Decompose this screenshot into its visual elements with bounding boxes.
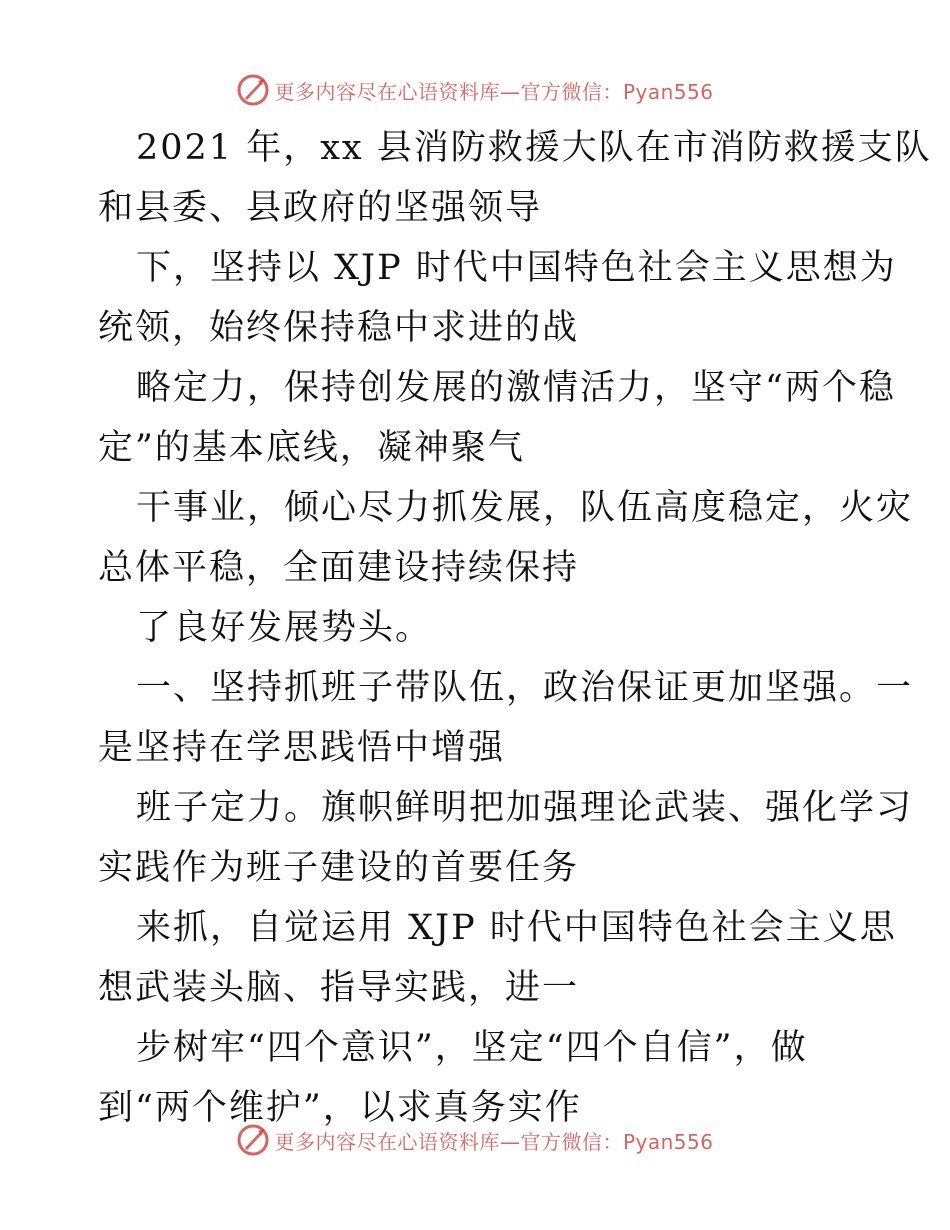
document-body <box>98 118 932 1138</box>
header-watermark <box>0 68 950 112</box>
paragraph-line: 2021 年，xx 县消防救援大队在市消防救援支队 <box>136 128 932 168</box>
paragraph-line: 班子定力。旗帜鲜明把加强理论武装、强化学习 <box>136 788 914 828</box>
paragraph-line: 想武装头脑、指导实践，进一 <box>98 968 580 1008</box>
paragraph-line: 是坚持在学思践悟中增强 <box>98 728 506 768</box>
footer-watermark <box>0 1118 950 1162</box>
paragraph-line: 和县委、县政府的坚强领导 <box>98 188 543 228</box>
paragraph-line: 下，坚持以 XJP 时代中国特色社会主义思想为 <box>136 248 897 288</box>
paragraph-line: 步树牢“四个意识”，坚定“四个自信”，做 <box>136 1028 808 1068</box>
watermark-text: 更多内容尽在心语资料库—官方微信：Pyan556 <box>274 79 714 104</box>
paragraph-line: 略定力，保持创发展的激情活力，坚守“两个稳 <box>136 368 896 408</box>
watermark-text: 更多内容尽在心语资料库—官方微信：Pyan556 <box>274 1129 714 1154</box>
paragraph-line: 了良好发展势头。 <box>136 608 433 648</box>
paragraph-line: 实践作为班子建设的首要任务 <box>98 848 580 888</box>
paragraph-line: 到“两个维护”，以求真务实作 <box>98 1088 582 1128</box>
paragraph-line: 来抓，自觉运用 XJP 时代中国特色社会主义思 <box>136 908 897 948</box>
quill-logo-icon <box>236 73 270 107</box>
paragraph-line: 干事业，倾心尽力抓发展，队伍高度稳定，火灾 <box>136 488 914 528</box>
paragraph-line: 定”的基本底线，凝神聚气 <box>98 428 525 468</box>
paragraph-line: 统领，始终保持稳中求进的战 <box>98 308 580 348</box>
paragraph-line: 一、坚持抓班子带队伍，政治保证更加坚强。一 <box>136 668 914 708</box>
paragraph-line: 总体平稳，全面建设持续保持 <box>98 548 580 588</box>
quill-logo-icon <box>236 1123 270 1157</box>
